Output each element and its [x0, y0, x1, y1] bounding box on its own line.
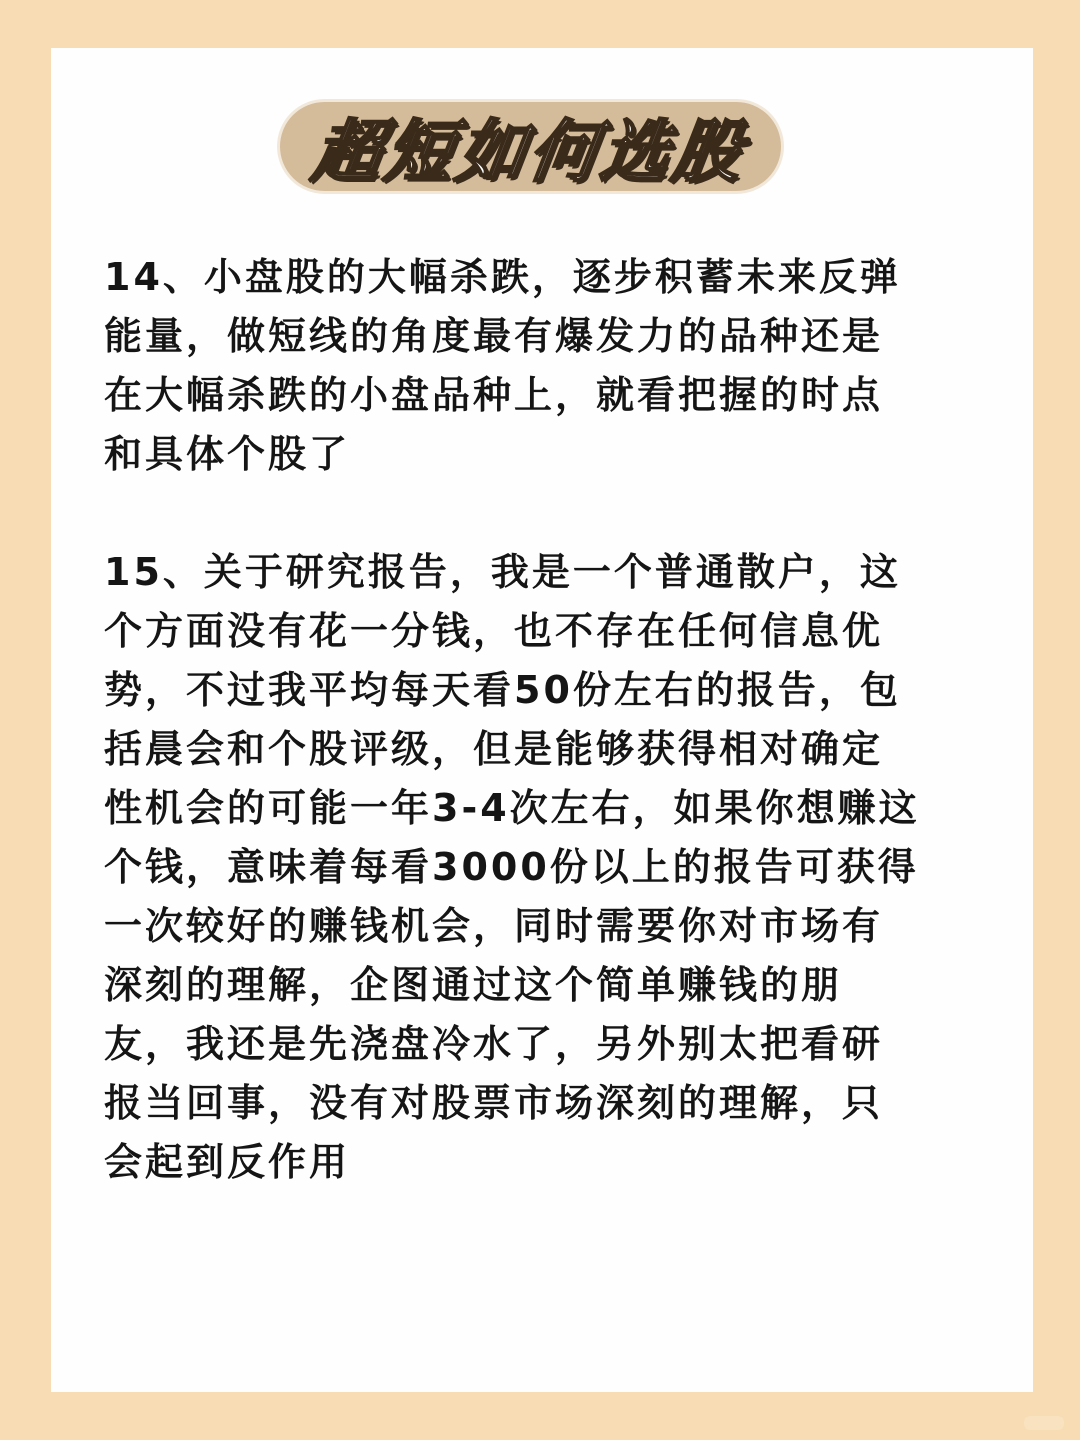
title-banner	[277, 99, 784, 194]
text-line: 15、关于研究报告，我是一个普通散户，这	[104, 550, 901, 594]
text-line: 个钱，意味着每看3000份以上的报告可获得	[104, 845, 919, 889]
text-line: 在大幅杀跌的小盘品种上，就看把握的时点	[104, 373, 884, 417]
text-line: 和具体个股了	[104, 432, 351, 476]
text-line: 能量，做短线的角度最有爆发力的品种还是	[104, 314, 884, 358]
text-line: 深刻的理解，企图通过这个简单赚钱的朋	[104, 963, 843, 1007]
page-title: 超短如何选股	[308, 113, 752, 192]
text-line: 括晨会和个股评级，但是能够获得相对确定	[104, 727, 884, 771]
watermark	[1024, 1416, 1064, 1430]
text-line: 友，我还是先浇盘冷水了，另外别太把看研	[104, 1022, 884, 1066]
text-line: 性机会的可能一年3-4次左右，如果你想赚这	[104, 786, 920, 830]
text-line: 会起到反作用	[104, 1140, 351, 1184]
text-line: 一次较好的赚钱机会，同时需要你对市场有	[104, 904, 884, 948]
text-line: 14、小盘股的大幅杀跌，逐步积蓄未来反弹	[104, 255, 901, 299]
paragraph-15	[104, 543, 984, 1192]
text-line: 势，不过我平均每天看50份左右的报告，包	[104, 668, 901, 712]
text-line: 报当回事，没有对股票市场深刻的理解，只	[104, 1081, 884, 1125]
paragraph-14	[104, 248, 984, 484]
text-line: 个方面没有花一分钱，也不存在任何信息优	[104, 609, 884, 653]
